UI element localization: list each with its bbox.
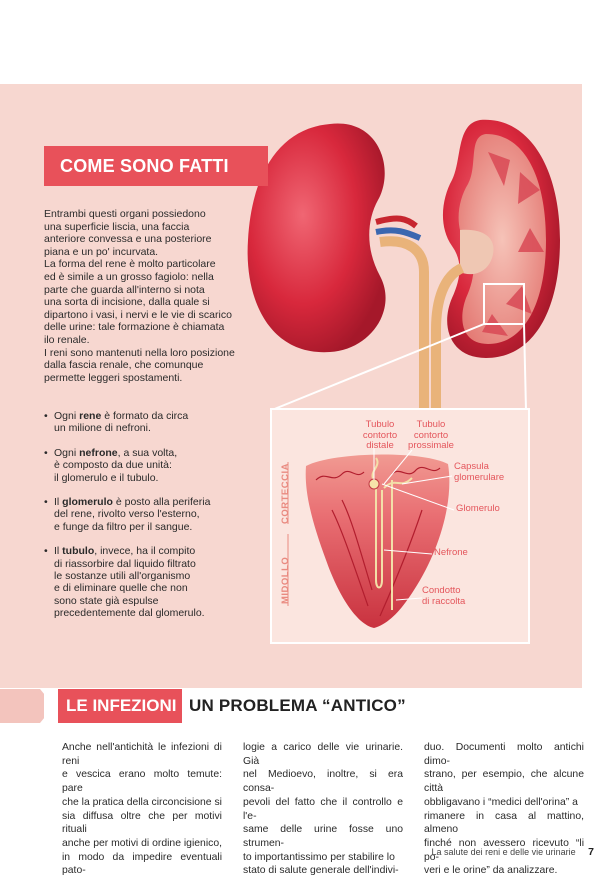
bullet-keyword: tubulo — [62, 545, 95, 558]
bullet-dot: • — [44, 496, 48, 509]
intro-line: una superficie liscia, una faccia — [44, 220, 190, 233]
intro-line: I reni sono mantenuti nella loro posizione — [44, 346, 235, 359]
running-title: La salute dei reni e delle vie urinarie — [431, 847, 576, 857]
bullet-item: • Ogni rene è formato da circa un milione di nefroni. — [44, 410, 189, 435]
intro-line: parte che guarda all'interno si nota — [44, 283, 205, 296]
nephron-inset — [270, 408, 530, 644]
page-footer — [432, 846, 594, 858]
bullet-dot: • — [44, 410, 48, 422]
bullet-list — [44, 410, 274, 632]
bullet-dot: • — [44, 545, 48, 558]
label-nefrone: Nefrone — [434, 547, 468, 558]
label-corteccia: CORTECCIA — [280, 463, 291, 524]
text-column: Anche nell'antichità le infezioni di reni e vescica erano molto temute: pare che la pratica della circoncisione si sia diffusa oltre che per motivi rituali anche per motivi di ordine igienico, in modo da impedire eventuali pato- — [62, 742, 222, 877]
bullet-item: • Il tubulo, invece, ha il compito di riassorbire dal liquido filtrato le sostanze utili all'organismo e di eliminare quelle che non sono state già espulse precedentemente dal glomerulo. — [44, 545, 205, 620]
label-midollo: MIDOLLO — [280, 556, 291, 604]
intro-line: piana e un po' incurvata. — [44, 245, 159, 258]
intro-text — [44, 208, 269, 384]
section2-tag — [58, 689, 182, 723]
intro-line: La forma del rene è molto particolare — [44, 258, 216, 271]
bullet-item: • Il glomerulo è posto alla periferia del rene, rivolto verso l'esterno, e funge da filtro per il sangue. — [44, 496, 211, 533]
intro-line: Entrambi questi organi possiedono — [44, 208, 206, 220]
intro-line: permette leggeri spostamenti. — [44, 371, 183, 384]
section-title: COME SONO FATTI — [60, 155, 229, 176]
intro-line: delle urine: tale formazione è chiamata — [44, 321, 225, 334]
intro-line: anteriore convessa e una posteriore — [44, 233, 212, 246]
intro-line: ilo renale. — [44, 333, 90, 346]
bullet-keyword: rene — [79, 410, 102, 422]
label-glomerulo: Glomerulo — [456, 503, 500, 514]
section-title-box — [44, 146, 268, 186]
chevron-icon — [40, 689, 60, 723]
section2-tag-text: LE INFEZIONI — [66, 696, 177, 715]
label-tubulo-distale: Tubulo contorto distale — [362, 419, 398, 451]
page-number: 7 — [588, 846, 594, 858]
intro-line: ed è simile a un grosso fagiolo: nella — [44, 270, 214, 283]
intro-line: una sorta di incisione, dalla quale si — [44, 296, 210, 309]
header-decor-bar — [0, 689, 44, 723]
bullet-item: • Ogni nefrone, a sua volta, è composto da due unità: il glomerulo e il tubulo. — [44, 446, 178, 484]
label-tubulo-prossimale: Tubulo contorto prossimale — [408, 419, 454, 451]
bullet-keyword: glomerulo — [62, 496, 113, 509]
intro-line: dipartono i vasi, i nervi e le vie di scarico — [44, 308, 232, 321]
intro-line: dalla fascia renale, che comunque — [44, 359, 204, 372]
label-condotto-di-raccolta: Condotto di raccolta — [422, 585, 466, 607]
label-capsula-glomerulare: Capsula glomerulare — [454, 461, 505, 483]
section2-header — [0, 689, 612, 723]
bullet-keyword: nefrone — [79, 446, 118, 459]
bullet-dot: • — [44, 446, 48, 459]
text-column: duo. Documenti molto antichi dimo- strano, per esempio, che alcune città obbligavano i “medici dell'orina” a rimanere in casa al mattino, almeno finché non avessero ricevuto “li po- veri e le orine” da analizzare. — [424, 742, 584, 877]
kidney-illustration — [230, 100, 590, 420]
text-column: logie a carico delle vie urinarie. Già nel Medioevo, inoltre, si era consa- pevoli del fatto che il controllo e l'e- same delle urine fosse uno strumen- to importantissimo per stabilire lo stato di salute generale dell'indivi- — [243, 742, 403, 877]
section2-title: UN PROBLEMA “ANTICO” — [189, 696, 406, 715]
